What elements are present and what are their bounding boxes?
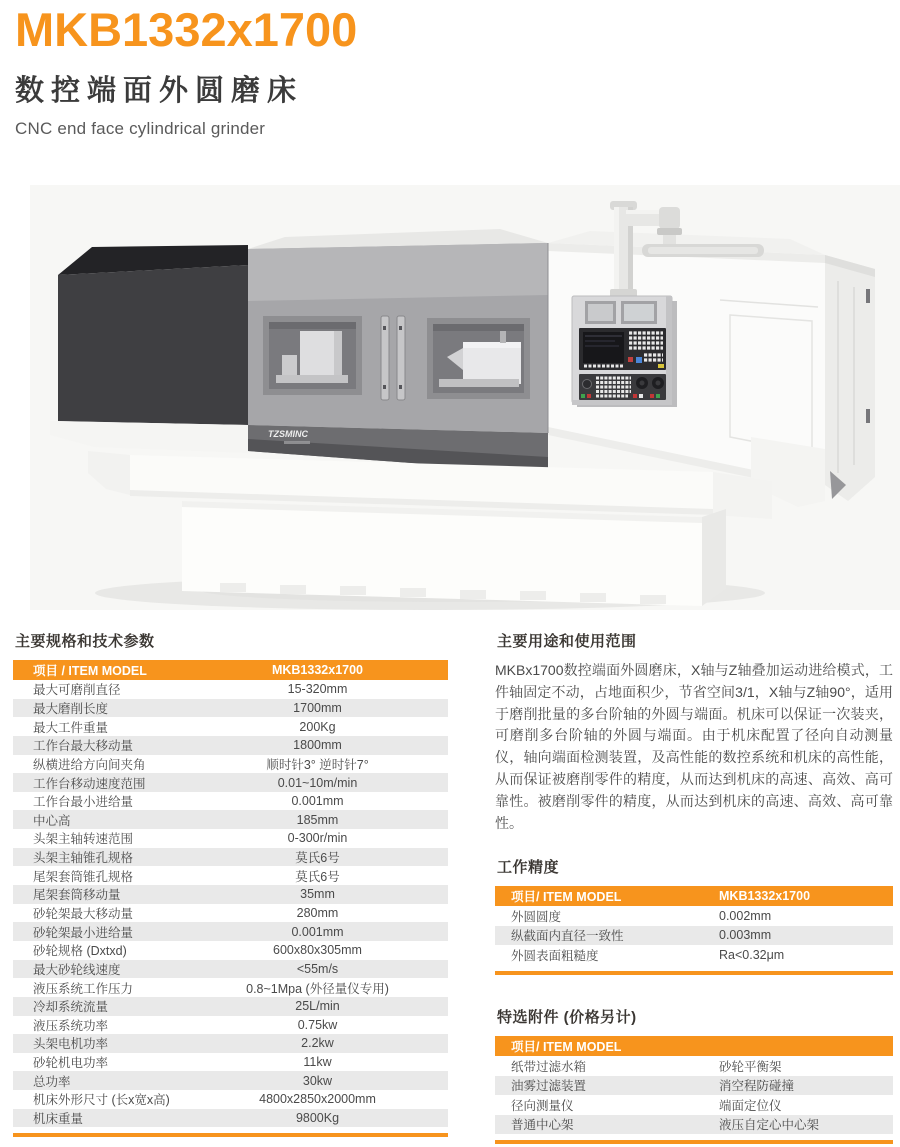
accuracy-header-item: 项目/ ITEM MODEL [511, 890, 622, 904]
right-side-panel [825, 255, 875, 501]
usage-section [495, 630, 893, 834]
spec-label: 砂轮架最小进给量 [33, 925, 134, 940]
model-title: MKB1332x1700 [15, 3, 358, 56]
spec-value: 11kw [303, 1055, 332, 1070]
spec-label: 头架主轴锥孔规格 [33, 851, 134, 866]
accessory-right: 端面定位仪 [719, 1098, 782, 1113]
spec-label: 头架主轴转速范围 [33, 832, 134, 847]
specs-table-header [13, 660, 448, 680]
table-row [13, 810, 448, 829]
accessories-header-item: 项目/ ITEM MODEL [511, 1040, 622, 1054]
table-row [13, 885, 448, 904]
spec-value: 1800mm [293, 738, 342, 753]
accuracy-section [495, 856, 893, 975]
table-row [13, 829, 448, 848]
spec-value: 9800Kg [295, 1111, 340, 1126]
spec-label: 尾架套筒锥孔规格 [33, 869, 134, 884]
table-row [13, 755, 448, 774]
accessory-right: 消空程防碰撞 [719, 1079, 795, 1094]
table-row [13, 1034, 448, 1053]
spec-value: 莫氏6号 [295, 851, 340, 866]
accuracy-value: 0.002mm [719, 908, 772, 923]
accessory-left: 普通中心架 [511, 1118, 574, 1133]
table-row [13, 792, 448, 811]
accuracy-label: 纵截面内直径一致性 [511, 929, 624, 944]
table-bottom-bar [495, 1140, 893, 1144]
accessory-left: 径向测量仪 [511, 1098, 574, 1113]
product-title-en: CNC end face cylindrical grinder [15, 118, 266, 138]
table-row [13, 941, 448, 960]
control-panel [572, 296, 677, 407]
table-row [13, 922, 448, 941]
spec-label: 砂轮架最大移动量 [33, 907, 134, 921]
table-row [13, 1016, 448, 1035]
spec-value: 0.001mm [291, 794, 344, 809]
table-bottom-bar [495, 971, 893, 975]
spec-value: 0.8~1Mpa (外径量仪专用) [246, 981, 389, 996]
accuracy-table-body [495, 906, 893, 965]
table-row [13, 736, 448, 755]
table-row [13, 773, 448, 792]
accuracy-table-header [495, 886, 893, 906]
table-row [13, 960, 448, 979]
spec-value: 25L/min [295, 999, 340, 1014]
machine-photo [30, 185, 900, 610]
spec-label: 机床重量 [33, 1112, 84, 1127]
spec-value: 600x80x305mm [273, 943, 362, 958]
table-row [13, 978, 448, 997]
accuracy-section-title: 工作精度 [497, 859, 560, 876]
table-row [13, 699, 448, 718]
spec-label: 最大磨削长度 [33, 701, 109, 716]
accuracy-label: 外圆表面粗糙度 [511, 948, 599, 963]
spec-value: 15-320mm [287, 682, 348, 697]
specs-table-body [13, 680, 448, 1127]
accuracy-label: 外圆圆度 [511, 909, 562, 924]
table-row [495, 1056, 893, 1076]
accessories-section-title: 特选附件 (价格另计) [497, 1009, 637, 1026]
table-row [13, 904, 448, 923]
spec-value: 200Kg [299, 719, 336, 734]
brand-text: TZSMINC [268, 429, 308, 439]
spec-label: 砂轮规格 (Dxtxd) [33, 944, 127, 959]
usage-section-title: 主要用途和使用范围 [497, 633, 637, 650]
table-row [13, 1090, 448, 1109]
specs-header-item: 项目 / ITEM MODEL [33, 664, 147, 678]
spec-label: 机床外形尺寸 (长x宽x高) [33, 1093, 170, 1108]
table-row [13, 997, 448, 1016]
table-row [13, 1109, 448, 1128]
specs-header-model: MKB1332x1700 [271, 663, 364, 677]
spec-value: 0.001mm [291, 924, 344, 939]
spec-label: 工作台移动速度范围 [33, 776, 146, 791]
spec-label: 工作台最大移动量 [33, 739, 134, 754]
spec-value: 0.01~10m/min [277, 775, 358, 790]
machine-base [182, 501, 726, 606]
spec-value: 0.75kw [297, 1017, 338, 1032]
table-row [495, 1115, 893, 1135]
specs-section-title: 主要规格和技术参数 [15, 633, 155, 650]
accessories-table-header [495, 1036, 893, 1056]
table-row [13, 848, 448, 867]
table-row [13, 1071, 448, 1090]
accuracy-value: 0.003mm [719, 928, 772, 943]
spec-label: 中心高 [33, 813, 71, 828]
spec-label: 液压系统功率 [33, 1018, 109, 1033]
left-housing [50, 245, 248, 453]
spec-label: 头架电机功率 [33, 1037, 109, 1052]
spec-value: 280mm [296, 906, 339, 920]
spec-label: 冷却系统流量 [33, 1000, 109, 1015]
table-bottom-bar [13, 1133, 448, 1137]
spec-value: <55m/s [296, 961, 339, 976]
spec-value: 35mm [300, 887, 335, 902]
spec-value: 1700mm [293, 700, 342, 715]
table-row [13, 680, 448, 699]
usage-paragraph: MKBx1700数控端面外圆磨床，X轴与Z轴叠加运动进给模式，工件轴固定不动，占地面积少，节省空间3/1，X轴与Z轴90°，适用于磨削批量的多台阶轴的外圆与端面。机床可以保证一次装夹，可磨削多台阶轴的外圆与端面。由于机床配置了径向自动测量仪，轴向端面检测装置，及高性能的数控系统和机床的高性能，从而保证被磨削零件的精度，从而达到机床的高速、高效、高可靠性。被磨削零件的精度，从而达到机床的高速、高效、高可靠性。 [495, 662, 893, 831]
accuracy-header-model: MKB1332x1700 [719, 889, 811, 903]
spec-label: 液压系统工作压力 [33, 981, 134, 996]
accessory-right: 砂轮平衡架 [719, 1059, 782, 1074]
spec-value: 2.2kw [301, 1036, 334, 1051]
table-row [13, 866, 448, 885]
page-header [15, 4, 357, 139]
specs-section [13, 630, 448, 1137]
spec-value: 185mm [296, 812, 339, 827]
accessory-left: 纸带过滤水箱 [511, 1059, 587, 1074]
accessory-left: 油雾过滤装置 [511, 1079, 587, 1094]
accessories-table-body [495, 1056, 893, 1134]
accessories-section [495, 1006, 893, 1144]
table-row [495, 1095, 893, 1115]
table-row [495, 945, 893, 965]
spec-value: 30kw [302, 1073, 333, 1088]
spec-label: 纵横进给方向间夹角 [33, 757, 146, 772]
spec-label: 最大砂轮线速度 [33, 962, 121, 977]
accuracy-value: Ra<0.32μm [719, 947, 785, 962]
table-row [495, 1076, 893, 1096]
accessory-right: 液压自定心中心架 [719, 1118, 820, 1133]
spec-value: 顺时针3° 逆时针7° [266, 757, 369, 772]
spec-label: 最大工件重量 [33, 720, 109, 735]
spec-value: 莫氏6号 [295, 869, 340, 884]
spec-value: 4800x2850x2000mm [259, 1092, 376, 1107]
product-title-cn: 数控端面外圆磨床 [15, 74, 304, 107]
spec-label: 总功率 [33, 1074, 71, 1089]
table-row [13, 717, 448, 736]
viewing-window-left [263, 316, 362, 395]
spec-value: 0-300r/min [287, 831, 348, 846]
spec-label: 砂轮机电功率 [33, 1056, 109, 1071]
viewing-window-right [427, 318, 530, 399]
machine-illustration [30, 185, 900, 610]
table-row [13, 1053, 448, 1072]
table-row [495, 906, 893, 926]
spec-label: 尾架套筒移动量 [33, 888, 121, 903]
spec-label: 最大可磨削直径 [33, 683, 121, 698]
spec-label: 工作台最小进给量 [33, 795, 134, 810]
table-row [495, 926, 893, 946]
